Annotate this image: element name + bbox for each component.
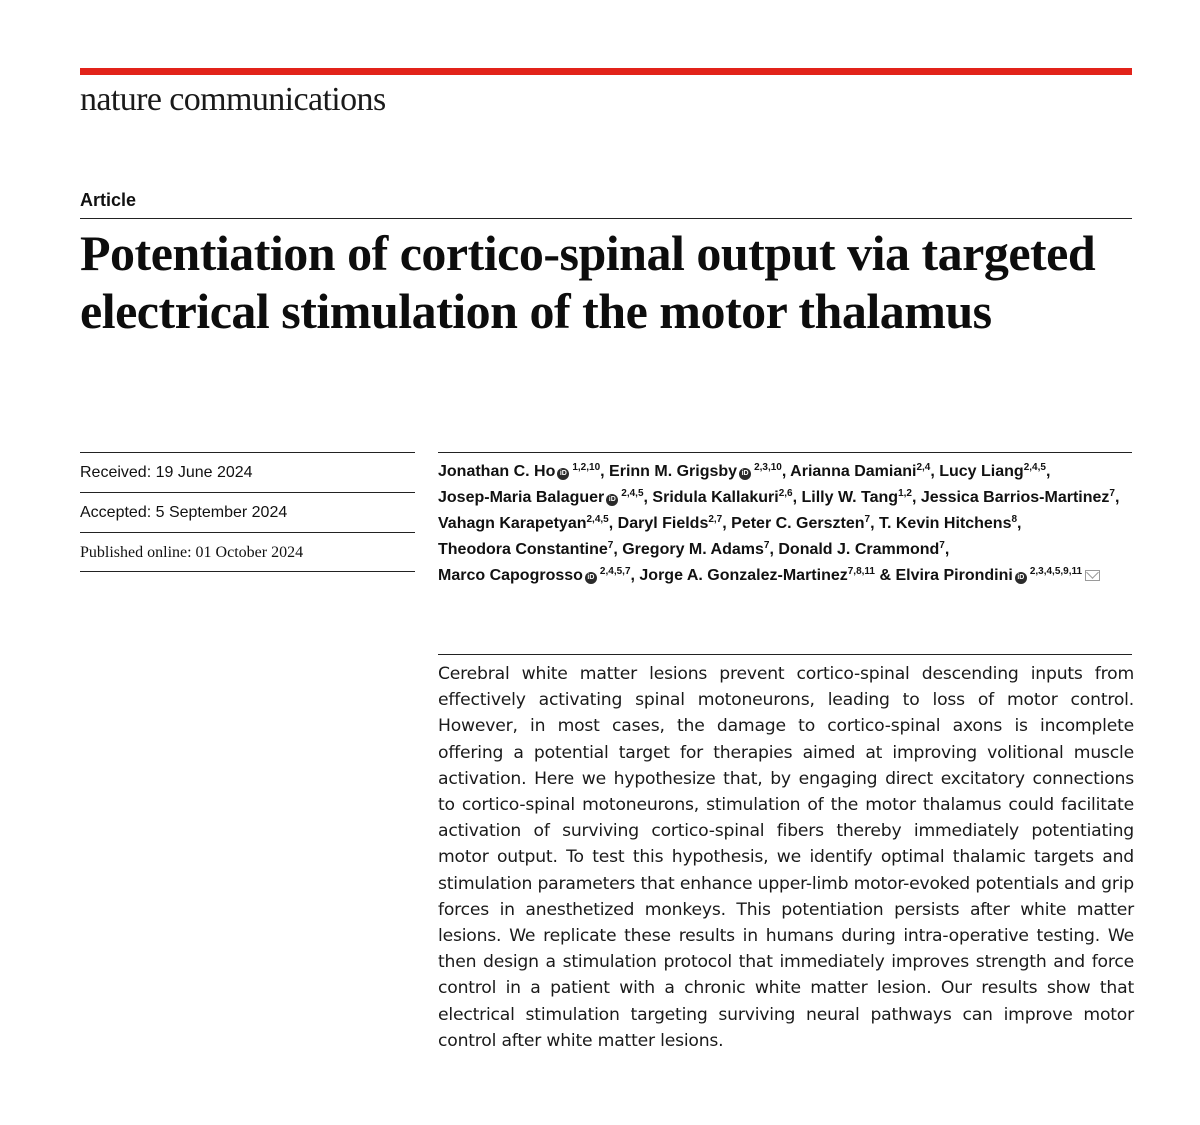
author-name[interactable] xyxy=(622,541,769,558)
author-name-text: Josep-Maria Balaguer xyxy=(438,489,605,506)
affiliation-superscript: 2,4,5,7 xyxy=(599,566,631,577)
title-divider xyxy=(80,218,1132,219)
affiliation-superscript: 2,3,4,5,9,11 xyxy=(1029,566,1083,577)
author-name-text: Sridula Kallakuri xyxy=(652,489,779,506)
author-name-text: Erinn M. Grigsby xyxy=(609,463,738,480)
abstract-divider xyxy=(438,654,1132,655)
journal-name[interactable]: nature communications xyxy=(80,81,386,118)
abstract: Cerebral white matter lesions prevent cortico-spinal descending inputs from effectively activating spinal motoneurons, leading to loss of motor control. However, in most cases, the damage to cortico-spinal axons is incomplete offering a potential target for therapies aimed at improving volitional muscle activation. Here we hypothesize that, by engaging direct excitatory connections to cortico-spinal motoneurons, stimulation of the motor thalamus could facilitate activation of surviving cortico-spinal fibers thereby immediately potentiating motor output. To test this hypothesis, we identify optimal thalamic targets and stimulation parameters that enhance upper-limb motor-evoked potentials and grip forces in anesthetized monkeys. This potentiation persists after white matter lesions. We replicate these results in humans during intra-operative testing. We then design a stimulation protocol that immediately improves strength and force control in a patient with a chronic white matter lesion. Our results show that electrical stimulation targeting surviving neural pathways can improve motor control after white matter lesions. xyxy=(438,664,1134,1051)
affiliation-superscript: 2,3,10 xyxy=(754,462,782,473)
affiliation-superscript: 2,4 xyxy=(916,462,931,473)
envelope-icon[interactable] xyxy=(1085,570,1100,581)
received-date: Received: 19 June 2024 xyxy=(80,452,415,492)
author-name[interactable] xyxy=(639,567,875,584)
affiliation-superscript: 7,8,11 xyxy=(847,566,875,577)
accepted-date: Accepted: 5 September 2024 xyxy=(80,492,415,532)
author-name[interactable] xyxy=(801,489,912,506)
author-name-text: Donald J. Crammond xyxy=(778,541,940,558)
author-name-text: Marco Capogrosso xyxy=(438,567,583,584)
affiliation-superscript: 2,4,5 xyxy=(621,488,644,499)
article-type: Article xyxy=(80,190,137,210)
article-title: Potentiation of cortico-spinal output via targeted electrical stimulation of the motor thalamus xyxy=(80,225,1096,339)
affiliation-superscript: 7 xyxy=(864,514,871,525)
author-name-text: T. Kevin Hitchens xyxy=(878,515,1012,532)
affiliation-superscript: 7 xyxy=(939,540,945,551)
affiliation-superscript: 7 xyxy=(763,540,770,551)
author-name[interactable] xyxy=(609,463,782,480)
author-name[interactable] xyxy=(652,489,792,506)
author-name-text: Daryl Fields xyxy=(617,515,709,532)
orcid-icon[interactable]: iD xyxy=(1015,572,1027,584)
author-name[interactable] xyxy=(618,515,723,532)
author-name[interactable] xyxy=(879,515,1017,532)
author-name[interactable] xyxy=(895,567,1100,584)
author-name-text: Lucy Liang xyxy=(939,463,1024,480)
orcid-icon[interactable]: iD xyxy=(585,572,597,584)
affiliation-superscript: 7 xyxy=(607,540,614,551)
orcid-icon[interactable]: iD xyxy=(739,468,751,480)
author-name[interactable] xyxy=(438,515,609,532)
orcid-icon[interactable]: iD xyxy=(557,468,569,480)
affiliation-superscript: 2,6 xyxy=(778,488,793,499)
author-name-text: Jessica Barrios-Martinez xyxy=(920,489,1110,506)
author-name[interactable] xyxy=(921,489,1115,506)
published-date: Published online: 01 October 2024 xyxy=(80,532,415,572)
affiliation-superscript: 1,2,10 xyxy=(572,462,601,473)
affiliation-superscript: 1,2 xyxy=(898,488,912,499)
affiliation-superscript: 2,7 xyxy=(708,514,723,525)
affiliation-superscript: 8 xyxy=(1011,514,1018,525)
affiliation-superscript: 7 xyxy=(1109,488,1115,499)
publication-dates xyxy=(80,452,415,572)
author-name-text: Gregory M. Adams xyxy=(622,541,764,558)
affiliation-superscript: 2,4,5 xyxy=(1023,462,1046,473)
orcid-icon[interactable]: iD xyxy=(606,494,618,506)
author-name[interactable] xyxy=(438,567,631,584)
journal-brand-bar xyxy=(80,68,1132,75)
author-name[interactable] xyxy=(438,541,613,558)
author-name[interactable] xyxy=(790,463,930,480)
author-name[interactable] xyxy=(939,463,1046,480)
authors-divider xyxy=(438,452,1132,453)
author-name[interactable] xyxy=(438,489,644,506)
author-name-text: Lilly W. Tang xyxy=(801,489,899,506)
author-name-text: Jonathan C. Ho xyxy=(438,463,556,480)
author-name-text: Peter C. Gerszten xyxy=(731,515,865,532)
affiliation-superscript: 2,4,5 xyxy=(586,514,609,525)
author-name-text: Theodora Constantine xyxy=(438,541,608,558)
author-name-text: Vahagn Karapetyan xyxy=(438,515,587,532)
author-name-text: Arianna Damiani xyxy=(790,463,917,480)
author-name-text: Elvira Pirondini xyxy=(895,567,1013,584)
author-name-text: Jorge A. Gonzalez-Martinez xyxy=(639,567,848,584)
author-name[interactable] xyxy=(731,515,870,532)
author-name[interactable] xyxy=(778,541,944,558)
author-list: Jonathan C. Ho iD$^{1,2,10}$, Erinn M. Grigsby iD$^{2,3,10}$, Arianna Damiani$^{2,4}$, Lucy Liang$^{2,4,5}$, Josep-Maria Balaguer iD$^{2,4,5}$, Sridula Kallakuri$^{2,6}$, Lilly W. Tang$^{1,2}$, Jessica Barrios-Martinez$^7$, Vahagn Karapetyan$^{2,4,5}$, Daryl Fields$^{2,7}$, Peter C. Gerszten$^7$, T. Kevin Hitchens$^8$, Theodora Constantine$^7$, Gregory M. Adams$^7$, Donald J. Crammond$^7$, Marco Capogrosso iD$^{2,4,5,7}$, Jorge A. Gonzalez-Martinez$^{7,8,11}$ & Elvira Pirondini iD$^{2,3,4,5,9,11}$ xyxy=(438,462,1120,584)
author-name[interactable] xyxy=(438,463,600,480)
